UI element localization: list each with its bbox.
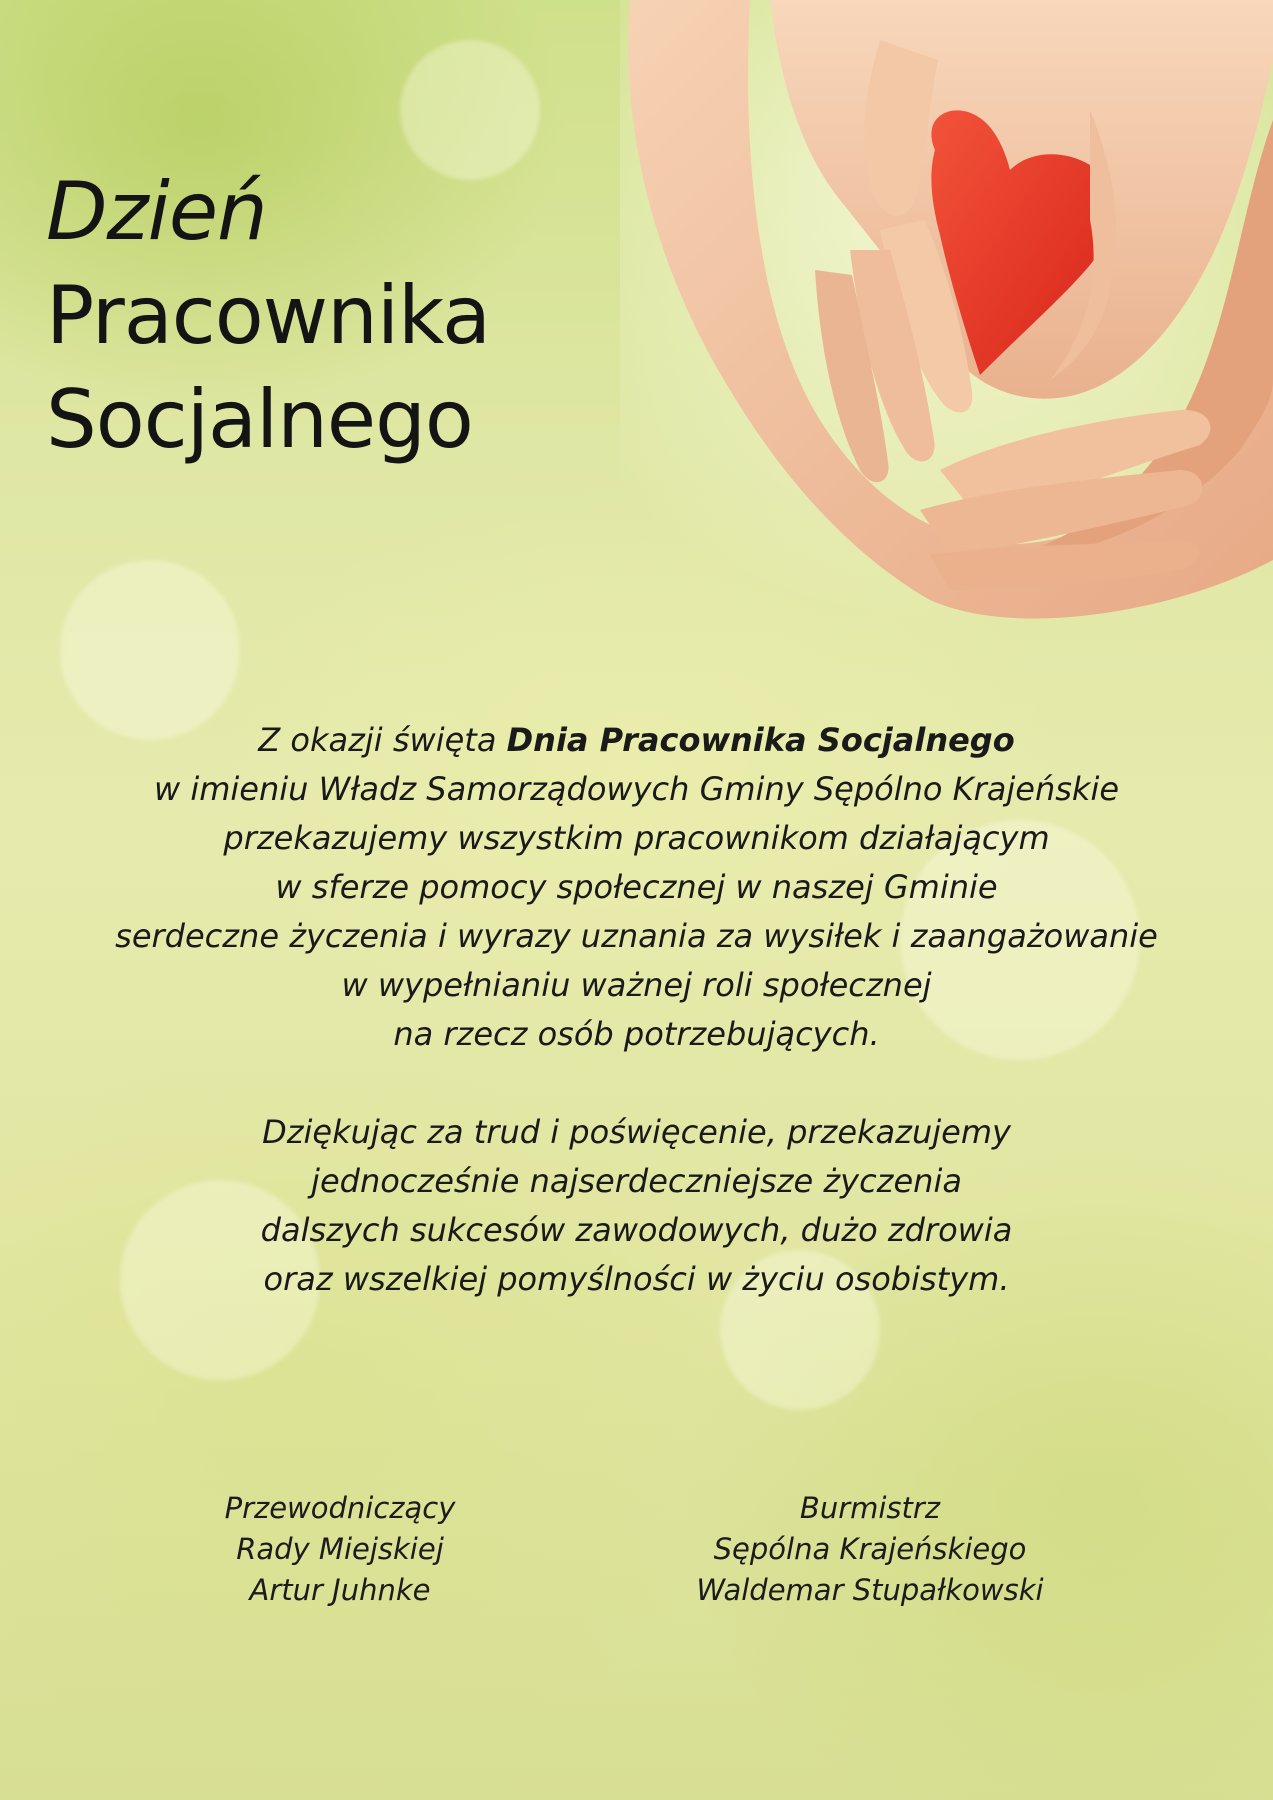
signature-role: Burmistrz [799,1491,941,1525]
message-line: na rzecz osób potrzebujących. [393,1015,880,1053]
signature-council-chairman [190,1488,490,1611]
message-line: przekazujemy wszystkim pracownikom działającym [223,819,1050,857]
message-line [20,716,1253,765]
message-line: Dziękując za trud i poświęcenie, przekazujemy [262,1113,1011,1151]
message-paragraph-2 [20,1108,1253,1304]
message-line: w imieniu Władz Samorządowych Gminy Sępólno Krajeńskie [153,770,1120,808]
signature-body: Rady Miejskiej [236,1532,444,1566]
message-paragraph-1 [20,716,1253,1059]
page-title [46,160,666,472]
message-line: dalszych sukcesów zawodowych, dużo zdrowia [260,1211,1013,1249]
signature-name: Waldemar Stupałkowski [696,1573,1044,1607]
title-line-1: Dzień [46,165,267,258]
signature-role: Przewodniczący [224,1491,456,1525]
title-line-2: Pracownika [46,269,490,362]
message-line: jednocześnie najserdeczniejsze życzenia [311,1162,962,1200]
signature-mayor [660,1488,1080,1611]
event-name: Dnia Pracownika Socjalnego [506,721,1015,759]
bokeh-spot [60,560,240,740]
message-line: serdeczne życzenia i wyrazy uznania za wysiłek i zaangażowanie [115,917,1158,955]
hands-holding-heart-icon [620,0,1273,630]
signature-name: Artur Juhnke [249,1573,431,1607]
signature-body: Sępólna Krajeńskiego [713,1532,1027,1566]
bokeh-spot [400,40,540,180]
greeting-message [20,716,1253,1304]
message-prefix: Z okazji święta [258,721,507,759]
paragraph-spacer [20,1059,1253,1108]
message-line: w sferze pomocy społecznej w naszej Gminie [275,868,998,906]
title-line-3: Socjalnego [46,373,473,466]
message-line: oraz wszelkiej pomyślności w życiu osobistym. [263,1260,1010,1298]
message-line: w wypełnianiu ważnej roli społecznej [341,966,932,1004]
